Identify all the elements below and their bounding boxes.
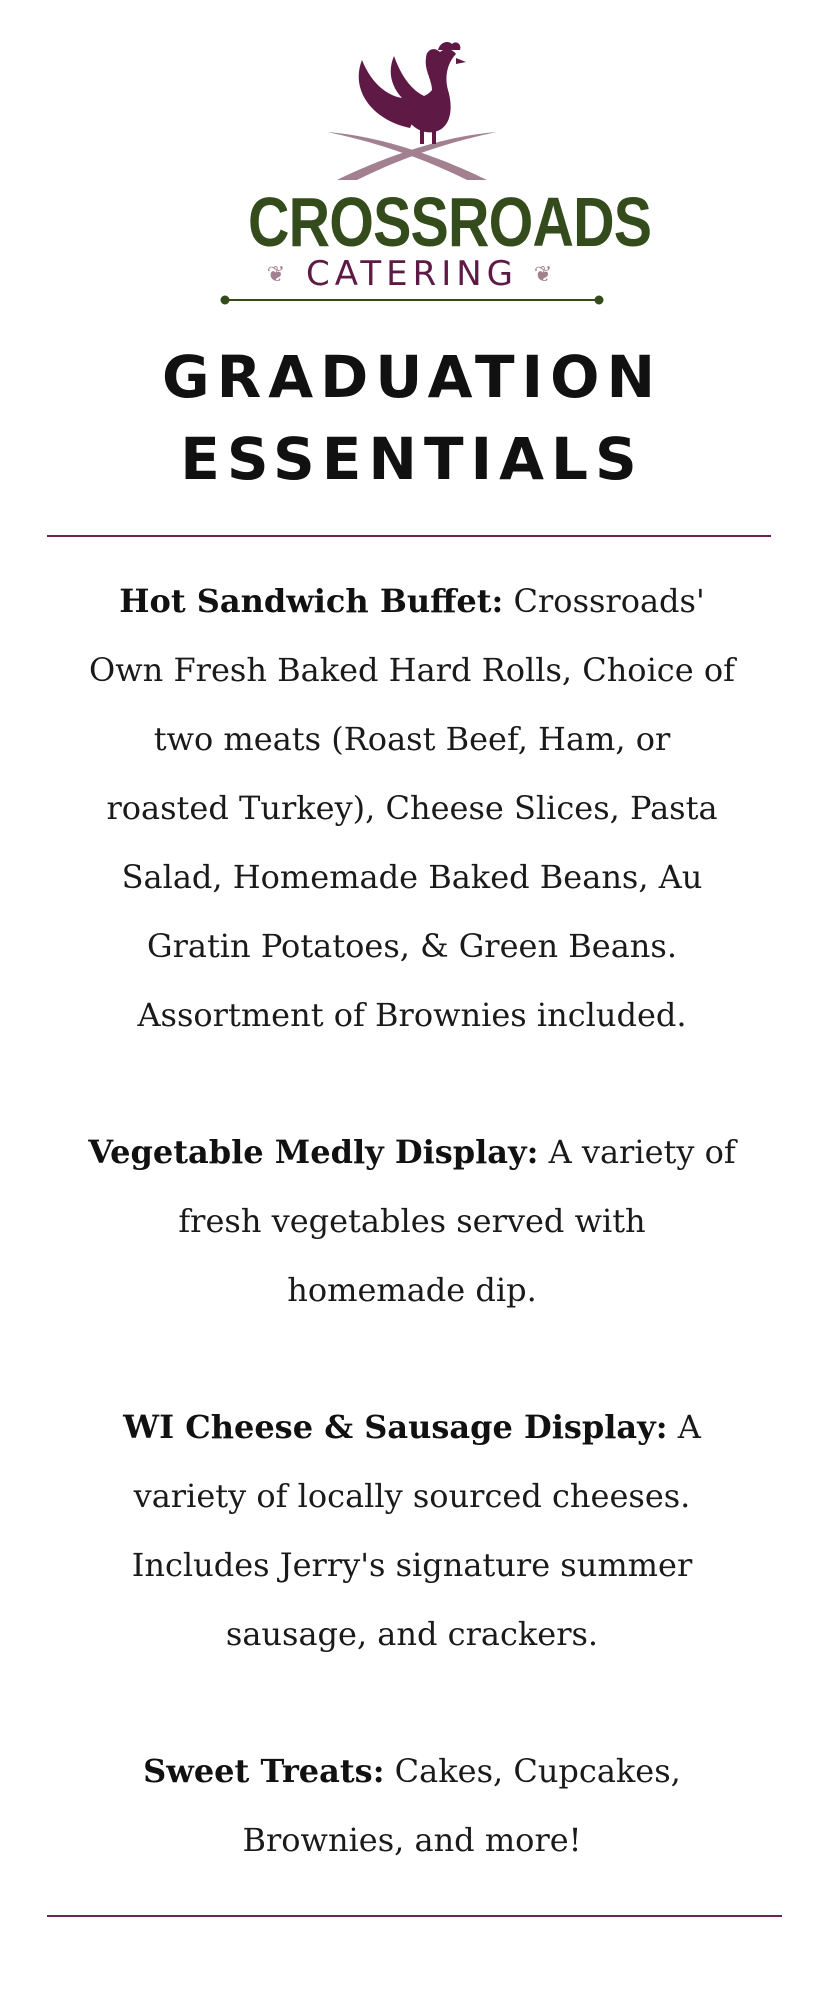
menu-item-name: Hot Sandwich Buffet: [119,582,504,620]
page-title-line-1: GRADUATION [162,343,662,411]
menu-item-name: WI Cheese & Sausage Display: [123,1408,668,1446]
rooster-on-crossroads-icon [212,40,612,190]
leaf-ornament-icon: ❦ [533,262,558,288]
leaf-ornament-icon: ❦ [266,262,291,288]
menu-item-vegetable-medly-display [88,1118,736,1325]
menu-item-sweet-treats [88,1737,736,1875]
bottom-divider [47,1915,782,1917]
page-title-line-2: ESSENTIALS [180,425,644,493]
menu-item-description: A variety of fresh vegetables served with homemade dip. [178,1133,736,1309]
menu-item-description: A variety of locally sourced cheeses. Includes Jerry's signature summer sausage, and crackers. [131,1408,701,1653]
menu-item-name: Sweet Treats: [143,1752,385,1790]
crossroads-catering-logo [212,40,652,310]
brand-tagline: ❦ CATERING ❦ [266,254,558,294]
brand-name: CROSSROADS [248,183,652,261]
menu-list [88,567,736,1875]
top-divider [47,535,771,537]
menu-item-name: Vegetable Medly Display: [88,1133,539,1171]
menu-item-cheese-sausage-display [88,1393,736,1669]
page-title [0,336,824,500]
menu-item-description: Crossroads' Own Fresh Baked Hard Rolls, Choice of two meats (Roast Beef, Ham, or roasted Turkey), Cheese Slices, Pasta Salad, Homemade Baked Beans, Au Gratin Potatoes, & Green Beans. Assortment of Brownies included. [89,582,735,1034]
logo-underline [220,294,604,306]
menu-item-hot-sandwich-buffet [88,567,736,1050]
menu-item-description: Cakes, Cupcakes, Brownies, and more! [242,1752,681,1859]
